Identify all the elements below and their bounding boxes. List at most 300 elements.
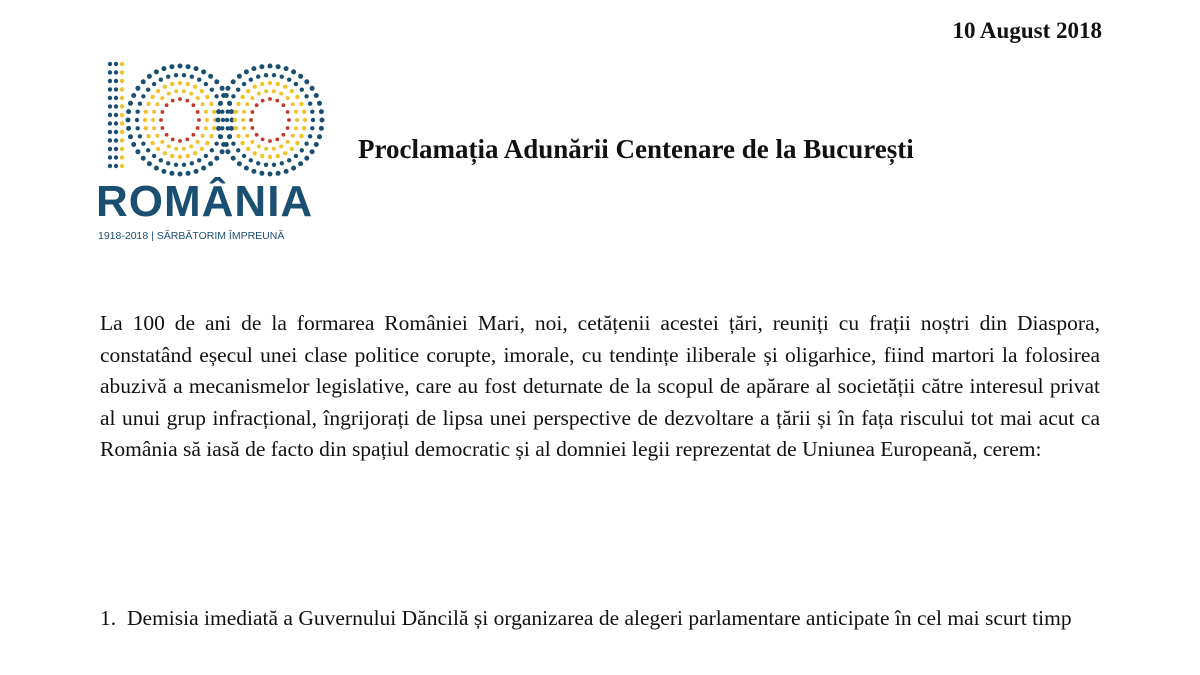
- logo-dot: [174, 163, 178, 167]
- logo-dot: [272, 89, 276, 93]
- logo-dot: [108, 104, 112, 108]
- logo-dot: [201, 166, 206, 171]
- logo-dot: [246, 147, 250, 151]
- logo-dot: [156, 147, 160, 151]
- logo-dot: [108, 147, 112, 151]
- logo-dot: [225, 118, 229, 122]
- logo-dot: [146, 88, 150, 92]
- logo-dot: [251, 169, 256, 174]
- logo-dot: [226, 126, 230, 130]
- logo-dot: [182, 73, 186, 77]
- logo-dot: [120, 79, 124, 83]
- logo-dot: [128, 134, 133, 139]
- logo-dot: [282, 103, 286, 107]
- logo-dot: [218, 101, 223, 106]
- logo-dot: [220, 86, 225, 91]
- logo-dot: [126, 118, 131, 123]
- logo-dot: [234, 126, 238, 130]
- logo-dot: [272, 73, 276, 77]
- logo-dot: [189, 92, 193, 96]
- logo-dot: [197, 158, 201, 162]
- logo-dot: [185, 99, 189, 103]
- logo-dot: [204, 110, 208, 114]
- logo-dot: [178, 97, 182, 101]
- logo-dot: [272, 147, 276, 151]
- logo-dot: [152, 82, 156, 86]
- logo-dot: [201, 134, 205, 138]
- logo-dot: [171, 138, 175, 142]
- logo-dot: [287, 78, 291, 82]
- logo-dot: [128, 101, 133, 106]
- logo-dot: [231, 94, 235, 98]
- intro-paragraph: La 100 de ani de la formarea României Mari, noi, cetățenii acestei țări, reuniți cu frații noștri din Diaspora, constatând eșecul unei clase politice corupte, imorale, cu tendințe iliberale și oligarhice, fiind martori la folosirea abuzivă a mecanismelor legislative, care au fost deturnate de la scopul de apărare al societății către interesul privat al unui grup infracțional, îngrijorați de lipsa unei perspective de dezvoltare a țării și în fața riscului tot mai acut ca România să iasă de facto din spațiul democratic și al domniei legii reprezentat de Uniunea Europeană, cerem:: [100, 311, 1100, 461]
- logo-dot: [231, 156, 236, 161]
- logo-dot: [120, 121, 124, 125]
- logo-dot: [108, 130, 112, 134]
- logo-dot: [212, 126, 216, 130]
- logo-dot: [200, 89, 204, 93]
- logo-dot: [300, 148, 304, 152]
- logo-dot: [182, 163, 186, 167]
- logo-dot: [221, 118, 225, 122]
- logo-dot: [311, 118, 315, 122]
- logo-dot: [178, 155, 182, 159]
- logo-dot: [251, 66, 256, 71]
- logo-dot: [237, 161, 242, 166]
- logo-dot: [317, 134, 322, 139]
- logo-dot: [192, 133, 196, 137]
- logo-dot: [295, 118, 299, 122]
- logo-dot: [304, 142, 308, 146]
- logo-dot: [144, 110, 148, 114]
- logo-dot: [204, 82, 208, 86]
- logo-dot: [304, 94, 308, 98]
- logo-dot: [136, 110, 140, 114]
- logo-dot: [135, 149, 140, 154]
- logo-dot: [182, 89, 186, 93]
- logo-dot: [216, 109, 221, 114]
- logo-dot: [304, 79, 309, 84]
- logo-dot: [178, 64, 183, 69]
- logo-dot: [245, 134, 249, 138]
- logo-dot: [152, 154, 156, 158]
- logo-dot: [178, 172, 183, 177]
- logo-dot: [287, 118, 291, 122]
- logo-dot: [108, 164, 112, 168]
- logo-dot: [250, 140, 254, 144]
- logo-dot: [291, 69, 296, 74]
- logo-dot: [302, 126, 306, 130]
- logo-dot: [228, 134, 232, 138]
- logo-dot: [147, 161, 152, 166]
- logo-dot: [114, 121, 118, 125]
- logo-dot: [310, 110, 314, 114]
- logo-dot: [294, 126, 298, 130]
- logo-dot: [276, 64, 281, 69]
- logo-dot: [114, 79, 118, 83]
- logo-dot: [114, 147, 118, 151]
- logo-dot: [141, 142, 145, 146]
- logo-dot: [200, 147, 204, 151]
- logo-dot: [170, 82, 174, 86]
- logo-dot: [114, 164, 118, 168]
- logo-tagline: 1918-2018 | SĂRBĂTORIM ÎMPREUNĂ: [98, 230, 285, 242]
- logo-dot: [108, 113, 112, 117]
- logo-dot: [210, 88, 214, 92]
- logo-dot: [120, 70, 124, 74]
- logo-dot: [161, 169, 166, 174]
- logo-dot: [166, 161, 170, 165]
- logo-dot: [150, 141, 154, 145]
- logo-dot: [295, 141, 299, 145]
- logo-dot: [159, 78, 163, 82]
- logo-dot: [268, 97, 272, 101]
- logo-dot: [120, 62, 124, 66]
- logo-dot: [194, 169, 199, 174]
- logo-dot: [174, 73, 178, 77]
- logo-dot: [201, 69, 206, 74]
- logo-dot: [279, 144, 283, 148]
- logo-dot: [255, 133, 259, 137]
- logo-dot: [108, 96, 112, 100]
- logo-dot: [286, 140, 290, 144]
- logo-dot: [196, 126, 200, 130]
- logo-dot: [108, 87, 112, 91]
- logo-dot: [216, 126, 221, 131]
- logo-dot: [167, 92, 171, 96]
- logo-dot: [163, 151, 167, 155]
- logo-dot: [210, 148, 214, 152]
- logo-dot: [151, 118, 155, 122]
- logo-dot: [286, 110, 290, 114]
- logo-dot: [304, 156, 309, 161]
- logo-dot: [299, 134, 303, 138]
- logo-dot: [221, 93, 226, 98]
- logo-dot: [236, 102, 240, 106]
- logo-dot: [246, 89, 250, 93]
- logo-dot: [308, 102, 312, 106]
- logo-dot: [231, 142, 235, 146]
- logo-dot: [314, 142, 319, 147]
- logo-dot: [159, 158, 163, 162]
- logo-dot: [228, 102, 232, 106]
- logo-dot: [161, 126, 165, 130]
- logo-dot: [120, 147, 124, 151]
- romania-centenary-logo: [92, 56, 342, 246]
- logo-dot: [259, 171, 264, 176]
- logo-dot: [205, 118, 209, 122]
- logo-dot: [169, 171, 174, 176]
- logo-dot: [261, 138, 265, 142]
- logo-dot: [300, 88, 304, 92]
- logo-dot: [189, 144, 193, 148]
- logo-dot: [320, 118, 325, 123]
- logo-dot: [186, 171, 191, 176]
- logo-dot: [120, 113, 124, 117]
- logo-dot: [253, 85, 257, 89]
- logo-dot: [114, 138, 118, 142]
- logo-dot: [141, 94, 145, 98]
- logo-dot: [282, 133, 286, 137]
- logo-dot: [251, 126, 255, 130]
- logo-dot: [264, 89, 268, 93]
- logo-dot: [314, 93, 319, 98]
- logo-dot: [275, 138, 279, 142]
- logo-dot: [204, 154, 208, 158]
- logo-dot: [236, 134, 240, 138]
- logo-dot: [114, 113, 118, 117]
- logo-dot: [131, 142, 136, 147]
- logo-dot: [147, 74, 152, 79]
- logo-dot: [303, 118, 307, 122]
- logo-dot: [161, 66, 166, 71]
- logo-dot: [186, 64, 191, 69]
- logo-dot: [169, 64, 174, 69]
- logo-dot: [260, 82, 264, 86]
- logo-dot: [249, 118, 253, 122]
- logo-dot: [257, 92, 261, 96]
- logo-dot: [245, 102, 249, 106]
- logo-dot: [308, 134, 312, 138]
- logo-dot: [233, 118, 237, 122]
- logo-dot: [167, 144, 171, 148]
- logo-dot: [249, 78, 253, 82]
- logo-dot: [264, 147, 268, 151]
- logo-dot: [237, 74, 242, 79]
- logo-dot: [146, 134, 150, 138]
- logo-dot: [155, 102, 159, 106]
- logo-dot: [161, 110, 165, 114]
- logo-dot: [208, 161, 213, 166]
- logo-dot: [108, 62, 112, 66]
- logo-dot: [259, 64, 264, 69]
- logo-dot: [225, 86, 230, 91]
- logo-dot: [214, 142, 218, 146]
- logo-dot: [182, 147, 186, 151]
- logo-dot: [310, 149, 315, 154]
- logo-dot: [291, 166, 296, 171]
- logo-dot: [196, 140, 200, 144]
- logo-dot: [141, 79, 146, 84]
- logo-dot: [299, 102, 303, 106]
- logo-dot: [144, 126, 148, 130]
- logo-dot: [186, 154, 190, 158]
- logo-dot: [242, 154, 246, 158]
- logo-dot: [287, 158, 291, 162]
- logo-dot: [234, 110, 238, 114]
- logo-dot: [272, 163, 276, 167]
- logo-dot: [295, 95, 299, 99]
- logo-dot: [255, 103, 259, 107]
- demand-number: 1.: [100, 606, 117, 630]
- logo-dot: [196, 96, 200, 100]
- logo-dot: [236, 88, 240, 92]
- logo-dot: [268, 155, 272, 159]
- logo-dot: [242, 110, 246, 114]
- logo-dot: [186, 82, 190, 86]
- logo-dot: [146, 148, 150, 152]
- logo-dot: [143, 118, 147, 122]
- logo-dot: [244, 69, 249, 74]
- logo-dot: [165, 133, 169, 137]
- logo-dot: [242, 82, 246, 86]
- logo-dot: [197, 78, 201, 82]
- logo-dot: [214, 79, 219, 84]
- logo-dot: [294, 154, 298, 158]
- logo-dot: [257, 144, 261, 148]
- logo-dot: [216, 118, 221, 123]
- logo-dot: [126, 126, 131, 131]
- logo-dot: [192, 103, 196, 107]
- logo-dot: [214, 156, 219, 161]
- logo-dot: [240, 141, 244, 145]
- logo-dot: [205, 95, 209, 99]
- logo-dot: [310, 86, 315, 91]
- logo-dot: [120, 130, 124, 134]
- logo-dot: [284, 66, 289, 71]
- logo-dot: [205, 141, 209, 145]
- logo-dot: [193, 151, 197, 155]
- logo-dot: [253, 151, 257, 155]
- logo-dot: [114, 62, 118, 66]
- logo-dot: [108, 121, 112, 125]
- logo-dot: [190, 161, 194, 165]
- logo-dot: [114, 104, 118, 108]
- logo-dot: [286, 96, 290, 100]
- logo-dot: [170, 154, 174, 158]
- logo-dot: [268, 64, 273, 69]
- logo-dot: [120, 87, 124, 91]
- logo-dot: [120, 155, 124, 159]
- logo-dot: [214, 94, 218, 98]
- logo-dot: [197, 118, 201, 122]
- logo-dot: [260, 154, 264, 158]
- logo-dot: [275, 99, 279, 103]
- logo-dot: [171, 99, 175, 103]
- logo-dot: [154, 69, 159, 74]
- logo-dot: [120, 104, 124, 108]
- logo-dot: [156, 89, 160, 93]
- logo-dot: [244, 166, 249, 171]
- logo-dot: [231, 79, 236, 84]
- logo-dot: [220, 149, 225, 154]
- logo-dot: [225, 149, 230, 154]
- logo-dot: [218, 134, 223, 139]
- logo-dot: [290, 89, 294, 93]
- logo-dot: [264, 73, 268, 77]
- demands-list: [100, 603, 1100, 635]
- logo-dot: [166, 75, 170, 79]
- logo-dot: [131, 93, 136, 98]
- logo-dot: [286, 126, 290, 130]
- logo-dot: [114, 87, 118, 91]
- logo-word: ROMÂNIA: [96, 177, 314, 226]
- logo-dot: [108, 138, 112, 142]
- logo-dot: [226, 110, 230, 114]
- logo-dot: [150, 95, 154, 99]
- logo-dot: [256, 161, 260, 165]
- logo-dot: [283, 85, 287, 89]
- logo-dot: [250, 96, 254, 100]
- logo-dot: [108, 70, 112, 74]
- logo-dot: [135, 118, 139, 122]
- logo-dot: [108, 79, 112, 83]
- logo-dot: [194, 66, 199, 71]
- logo-dot: [290, 147, 294, 151]
- logo-dot: [298, 161, 303, 166]
- logo-dot: [178, 81, 182, 85]
- logo-dot: [174, 147, 178, 151]
- logo-dot: [209, 102, 213, 106]
- logo-dot: [114, 70, 118, 74]
- logo-dot: [138, 102, 142, 106]
- page-title: Proclamația Adunării Centenare de la București: [358, 134, 914, 164]
- logo-dot: [283, 151, 287, 155]
- logo-dot: [190, 75, 194, 79]
- logo-dot: [152, 110, 156, 114]
- logo-dot: [249, 158, 253, 162]
- document-date: 10 August 2018: [952, 18, 1102, 43]
- logo-dot: [146, 102, 150, 106]
- logo-dot: [209, 134, 213, 138]
- logo-dot: [317, 101, 322, 106]
- logo-dot: [319, 109, 324, 114]
- logo-dot: [284, 169, 289, 174]
- logo-dot: [114, 96, 118, 100]
- logo-dot: [241, 118, 245, 122]
- logo-dot: [256, 75, 260, 79]
- logo-dot: [212, 110, 216, 114]
- logo-dot: [310, 126, 314, 130]
- logo-dot: [240, 95, 244, 99]
- logo-dot: [294, 110, 298, 114]
- logo-dot: [160, 140, 164, 144]
- logo-dot: [165, 103, 169, 107]
- logo-dot: [242, 126, 246, 130]
- logo-dot: [276, 154, 280, 158]
- logo-dot: [120, 138, 124, 142]
- logo-dot: [108, 155, 112, 159]
- logo-dot: [276, 171, 281, 176]
- logo-dot: [261, 99, 265, 103]
- logo-dot: [178, 139, 182, 143]
- logo-dot: [120, 96, 124, 100]
- logo-dot: [159, 118, 163, 122]
- logo-dot: [276, 82, 280, 86]
- logo-dot: [152, 126, 156, 130]
- demand-item: [100, 603, 1100, 635]
- logo-dot: [185, 138, 189, 142]
- logo-dot: [268, 139, 272, 143]
- logo-dot: [279, 92, 283, 96]
- demand-text: Demisia imediată a Guvernului Dăncilă și organizarea de alegeri parlamentare anticipate în cel mai scurt timp: [127, 606, 1072, 630]
- logo-dot: [196, 110, 200, 114]
- logo-dot: [174, 89, 178, 93]
- logo-dot: [114, 155, 118, 159]
- logo-dot: [264, 163, 268, 167]
- logo-dot: [291, 102, 295, 106]
- logo-dot: [126, 109, 131, 114]
- logo-dot: [268, 172, 273, 177]
- logo-dot: [163, 85, 167, 89]
- logo-dot: [193, 85, 197, 89]
- logo-dot: [208, 74, 213, 79]
- logo-dot: [120, 164, 124, 168]
- logo-dot: [138, 134, 142, 138]
- logo-dot: [135, 86, 140, 91]
- logo-dot: [155, 134, 159, 138]
- logo-dot: [268, 81, 272, 85]
